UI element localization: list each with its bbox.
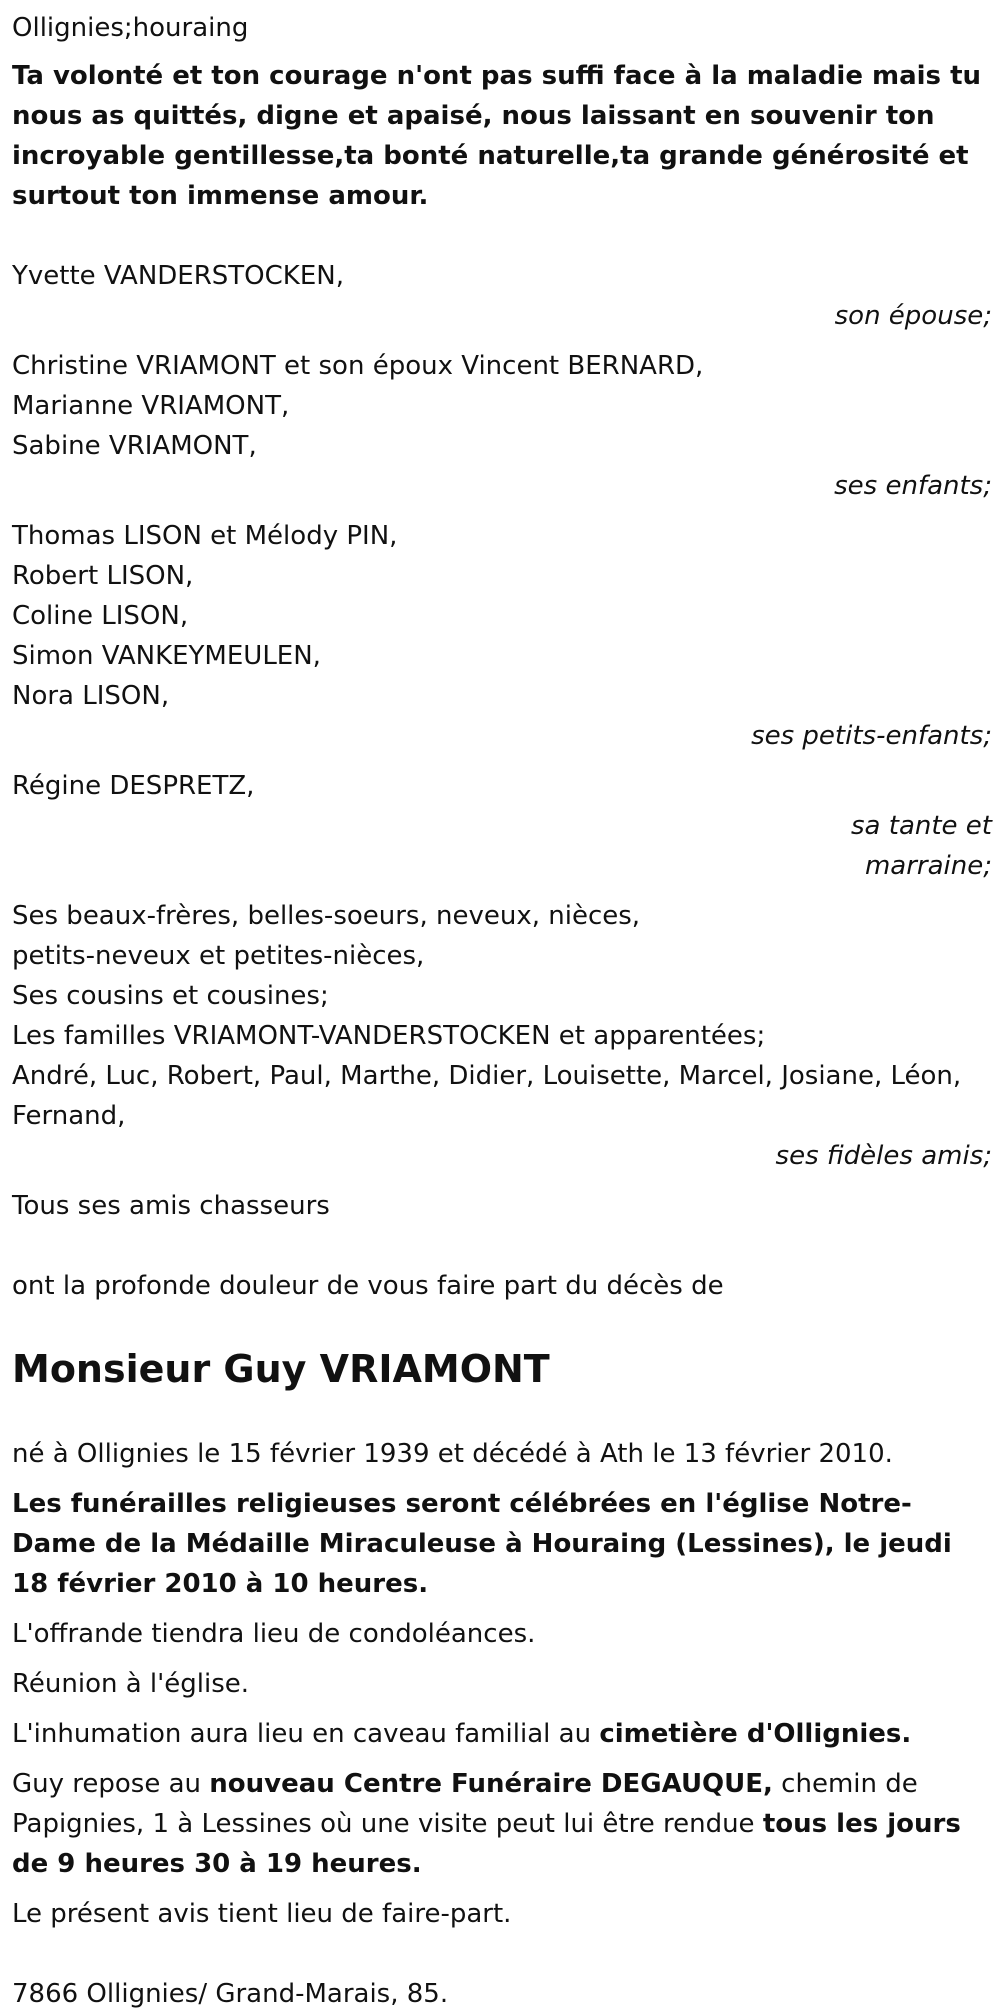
spouse-relation: son épouse; bbox=[834, 301, 992, 331]
rest-middle: chemin de Papignies, 1 à Lessines où une visite peut lui être rendue bbox=[12, 1769, 918, 1839]
birth-death-dates: né à Ollignies le 15 février 1939 et décédé à Ath le 13 février 2010. bbox=[12, 1439, 893, 1469]
hunters-line: Tous ses amis chasseurs bbox=[12, 1191, 330, 1221]
notice: Le présent avis tient lieu de faire-part. bbox=[12, 1899, 512, 1929]
grandchild-name: Thomas LISON et Mélody PIN, bbox=[12, 521, 398, 551]
children-group bbox=[12, 346, 992, 506]
visiting-hours: tous les jours de 9 heures 30 à 19 heures. bbox=[12, 1809, 961, 1879]
relatives-line: Ses cousins et cousines; bbox=[12, 981, 329, 1011]
burial-note bbox=[12, 1714, 992, 1754]
aunt-name: Régine DESPRETZ, bbox=[12, 771, 255, 801]
others-group bbox=[12, 896, 992, 1176]
deceased-name: Monsieur Guy VRIAMONT bbox=[12, 1347, 550, 1391]
relatives-line: Ses beaux-frères, belles-soeurs, neveux, nièces, bbox=[12, 901, 641, 931]
rest-prefix: Guy repose au bbox=[12, 1769, 210, 1799]
spacer bbox=[12, 1944, 992, 1974]
funeral-details: Les funérailles religieuses seront célébrées en l'église Notre-Dame de la Médaille Miraculeuse à Houraing (Lessines), le jeudi 18 février 2010 à 10 heures. bbox=[12, 1489, 952, 1599]
grandchild-name: Simon VANKEYMEULEN, bbox=[12, 641, 321, 671]
relatives-line: petits-neveux et petites-nièces, bbox=[12, 941, 425, 971]
grandchild-name: Robert LISON, bbox=[12, 561, 194, 591]
burial-prefix: L'inhumation aura lieu en caveau familial au bbox=[12, 1719, 600, 1749]
children-relation: ses enfants; bbox=[834, 471, 992, 501]
meeting-note: Réunion à l'église. bbox=[12, 1669, 250, 1699]
child-name: Christine VRIAMONT et son époux Vincent BERNARD, bbox=[12, 351, 704, 381]
spouse-name: Yvette VANDERSTOCKEN, bbox=[12, 261, 344, 291]
friends-relation: ses fidèles amis; bbox=[775, 1141, 992, 1171]
friends-line: André, Luc, Robert, Paul, Marthe, Didier, Louisette, Marcel, Josiane, Léon, bbox=[12, 1061, 962, 1091]
memorial-quote: Ta volonté et ton courage n'ont pas suffi face à la maladie mais tu nous as quittés, digne et apaisé, nous laissant en souvenir ton incroyable gentillesse,ta bonté naturelle,ta grande générosité et surtout ton immense amour. bbox=[12, 61, 982, 211]
rest-note bbox=[12, 1764, 992, 1884]
offering-note: L'offrande tiendra lieu de condoléances. bbox=[12, 1619, 536, 1649]
friends-line: Fernand, bbox=[12, 1101, 126, 1131]
spacer bbox=[12, 1226, 992, 1266]
announcement: ont la profonde douleur de vous faire part du décès de bbox=[12, 1271, 724, 1301]
grandchildren-group bbox=[12, 516, 992, 756]
grandchildren-relation: ses petits-enfants; bbox=[751, 721, 992, 751]
aunt-relation-line2: marraine; bbox=[864, 851, 992, 881]
grandchild-name: Nora LISON, bbox=[12, 681, 170, 711]
burial-place: cimetière d'Ollignies. bbox=[599, 1719, 912, 1749]
grandchild-name: Coline LISON, bbox=[12, 601, 189, 631]
child-name: Sabine VRIAMONT, bbox=[12, 431, 257, 461]
relatives-line: Les familles VRIAMONT-VANDERSTOCKEN et apparentées; bbox=[12, 1021, 766, 1051]
child-name: Marianne VRIAMONT, bbox=[12, 391, 290, 421]
aunt-group bbox=[12, 766, 992, 886]
funeral-center: nouveau Centre Funéraire DEGAUQUE, bbox=[209, 1769, 773, 1799]
place-header: Ollignies;houraing bbox=[12, 13, 249, 43]
obituary-document bbox=[12, 8, 992, 2014]
aunt-relation-line1: sa tante et bbox=[851, 811, 992, 841]
address: 7866 Ollignies/ Grand-Marais, 85. bbox=[12, 1979, 449, 2009]
spouse-group bbox=[12, 256, 992, 336]
